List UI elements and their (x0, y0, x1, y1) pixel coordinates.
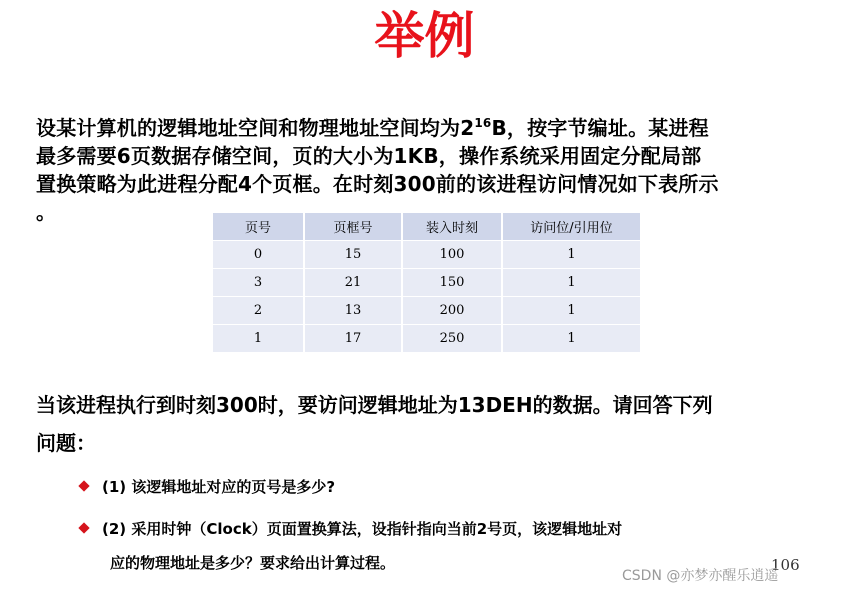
cell-load-time: 200 (403, 297, 503, 325)
intro-line-1-pre: 设某计算机的逻辑地址空间和物理地址空间均为2 (36, 116, 475, 140)
table-row (213, 269, 640, 297)
sub-question-2-continuation: 应的物理地址是多少？要求给出计算过程。 (110, 554, 396, 572)
page-number: 106 (771, 556, 800, 574)
header-page-number: 页号 (213, 213, 305, 241)
cell-access-bit: 1 (503, 325, 640, 353)
sub-question-2-text: (2) 采用时钟（Clock）页面置换算法，设指针指向当前2号页，该逻辑地址对 (102, 520, 623, 538)
page-table (213, 213, 640, 353)
diamond-bullet-icon (78, 480, 89, 491)
cell-frame: 17 (305, 325, 403, 353)
question-line-2: 问题： (36, 431, 96, 455)
cell-frame: 13 (305, 297, 403, 325)
cell-frame: 15 (305, 241, 403, 269)
intro-line-2: 最多需要6页数据存储空间，页的大小为1KB，操作系统采用固定分配局部 (36, 144, 702, 168)
diamond-bullet-icon (78, 522, 89, 533)
question-paragraph (36, 386, 816, 462)
cell-load-time: 100 (403, 241, 503, 269)
intro-line-4: 。 (36, 200, 57, 224)
header-load-time: 装入时刻 (403, 213, 503, 241)
intro-paragraph (36, 114, 806, 226)
header-access-bit: 访问位/引用位 (503, 213, 640, 241)
cell-page: 2 (213, 297, 305, 325)
sub-question-2 (80, 512, 622, 580)
intro-line-1-post: B，按字节编址。某进程 (491, 116, 709, 140)
intro-line-3: 置换策略为此进程分配4个页框。在时刻300前的该进程访问情况如下表所示 (36, 172, 719, 196)
cell-access-bit: 1 (503, 297, 640, 325)
cell-access-bit: 1 (503, 241, 640, 269)
slide-title: 举例 (374, 6, 475, 65)
intro-line-1 (36, 114, 806, 142)
table-row (213, 325, 640, 353)
cell-page: 1 (213, 325, 305, 353)
question-line-1: 当该进程执行到时刻300时，要访问逻辑地址为13DEH的数据。请回答下列 (36, 393, 713, 417)
exponent: 16 (474, 116, 492, 130)
sub-question-1-text: (1) 该逻辑地址对应的页号是多少? (102, 478, 336, 496)
cell-page: 0 (213, 241, 305, 269)
header-frame-number: 页框号 (305, 213, 403, 241)
cell-frame: 21 (305, 269, 403, 297)
cell-access-bit: 1 (503, 269, 640, 297)
watermark: CSDN @亦梦亦醒乐逍遥 (622, 568, 779, 584)
cell-page: 3 (213, 269, 305, 297)
table-row (213, 297, 640, 325)
cell-load-time: 250 (403, 325, 503, 353)
cell-load-time: 150 (403, 269, 503, 297)
table-row (213, 241, 640, 269)
sub-question-1 (80, 470, 335, 504)
table-header-row (213, 213, 640, 241)
